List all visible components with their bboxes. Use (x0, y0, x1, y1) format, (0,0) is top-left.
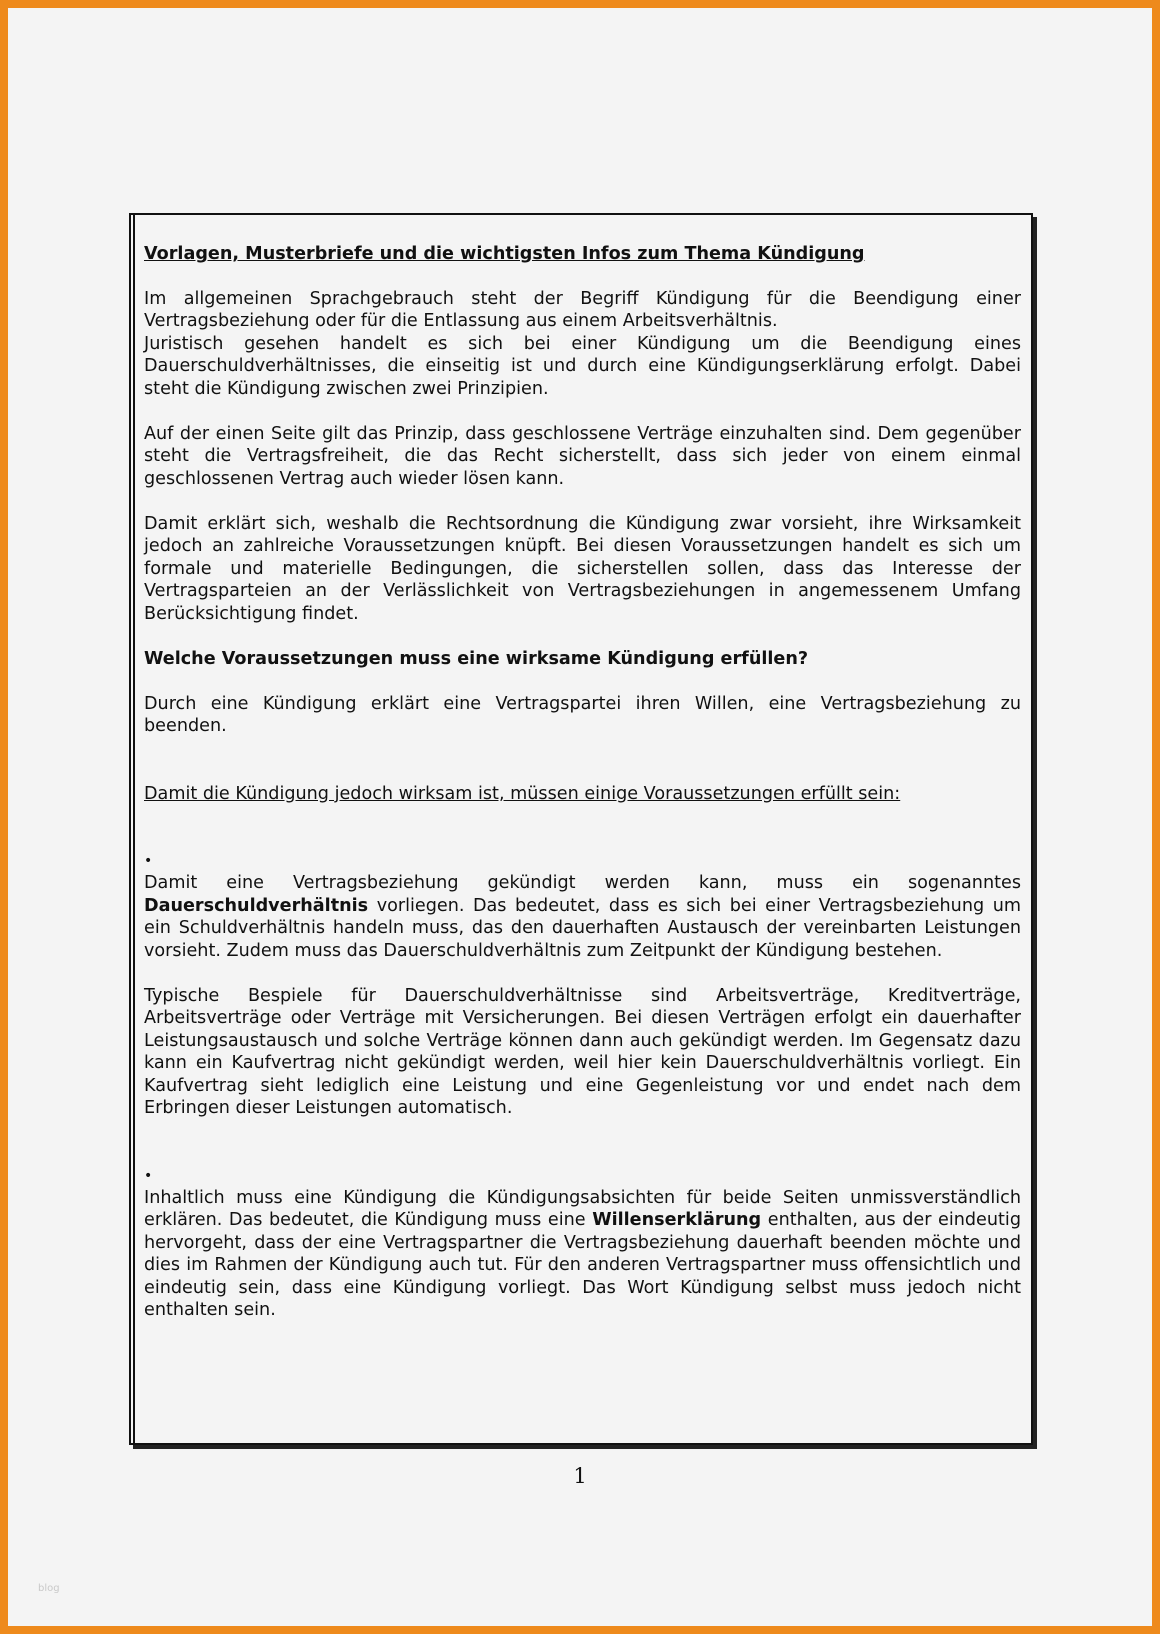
term-dauerschuldverhaeltnis: Dauerschuldverhältnis (144, 895, 369, 916)
document-content (144, 243, 1021, 1322)
bullet-2-text (144, 1187, 1021, 1322)
bullet-marker-1: • (144, 853, 153, 869)
paragraph-legal-order: Damit erklärt sich, weshalb die Rechtsordnung die Kündigung zwar vorsieht, ihre Wirksamkeit jedoch an zahlreiche Voraussetzungen knüpft. Bei diesen Voraussetzungen handelt es sich um formale und materielle Bedingungen, die sicherstellen sollen, dass das Interesse der Vertragsparteien an der Verlässlichkeit von Vertragsbeziehungen in angemessenem Umfang Berücksichtigung findet. (144, 513, 1021, 624)
intro-paragraph-2: Juristisch gesehen handelt es sich bei einer Kündigung um die Beendigung eines Dauerschuldverhältnisses, die einseitig ist und durch eine Kündigungserklärung erfolgt. Dabei steht die Kündigung zwischen zwei Prinzipien. (144, 333, 1021, 399)
document-box (129, 213, 1033, 1445)
bullet-2-text-before: Inhaltlich muss eine Kündigung die Kündigungsabsichten für beide Seiten unmissverständlich erklären. Das bedeutet, die Kündigung muss eine (144, 1187, 1021, 1230)
bullet-1-text-before: Damit eine Vertragsbeziehung gekündigt werden kann, muss ein sogenanntes (144, 873, 1021, 893)
bullet-marker-2: • (144, 1167, 153, 1184)
document-title: Vorlagen, Musterbriefe und die wichtigsten Infos zum Thema Kündigung (144, 244, 865, 264)
watermark: blog (38, 1583, 60, 1594)
bullet-1-text-after: vorliegen. Das bedeutet, dass es sich bei einer Vertragsbeziehung um ein Schuldverhältnis handeln muss, das den dauerhaften Austausch der vereinbarten Leistungen vorsieht. Zudem muss das Dauerschuldverhältnis zum Zeitpunkt der Kündigung bestehen. (144, 895, 1021, 961)
requirements-intro: Damit die Kündigung jedoch wirksam ist, müssen einige Voraussetzungen erfüllt sein: (144, 783, 901, 804)
term-willenserklaerung: Willenserklärung (592, 1210, 762, 1230)
paragraph-will: Durch eine Kündigung erklärt eine Vertragspartei ihren Willen, eine Vertragsbeziehung zu beenden. (144, 693, 1021, 736)
section-heading: Welche Voraussetzungen muss eine wirksame Kündigung erfüllen? (144, 648, 809, 669)
intro-paragraph-1: Im allgemeinen Sprachgebrauch steht der Begriff Kündigung für die Beendigung einer Vertragsbeziehung oder für die Entlassung aus einem Arbeitsverhältnis. (144, 288, 1021, 331)
bullet-2-text-after: enthalten, aus der eindeutig hervorgeht, dass der eine Vertragspartner die Vertragsbeziehung dauerhaft beenden möchte und dies im Rahmen der Kündigung auch tut. Für den anderen Vertragspartner muss offensichtlich und eindeutig sein, dass eine Kündigung vorliegt. Das Wort Kündigung selbst muss jedoch nicht enthalten sein. (144, 1210, 1021, 1320)
page-number: 1 (573, 1464, 587, 1488)
bullet-1-text (144, 872, 1021, 962)
paragraph-principles: Auf der einen Seite gilt das Prinzip, dass geschlossene Verträge einzuhalten sind. Dem gegenüber steht die Vertragsfreiheit, die das Recht sicherstellt, dass sich jeder von einem einmal geschlossenen Vertrag auch wieder lösen kann. (144, 423, 1021, 489)
bullet-1-examples: Typische Bespiele für Dauerschuldverhältnisse sind Arbeitsverträge, Kreditverträge, Arbeitsverträge oder Verträge mit Versicherungen. Bei diesen Verträgen erfolgt ein dauerhafter Leistungsaustausch und solche Verträge können dann auch gekündigt werden. Im Gegensatz dazu kann ein Kaufvertrag nicht gekündigt werden, weil hier kein Dauerschuldverhältnis vorliegt. Ein Kaufvertrag sieht lediglich eine Leistung und eine Gegenleistung vor und endet nach dem Erbringen dieser Leistungen automatisch. (144, 985, 1021, 1118)
